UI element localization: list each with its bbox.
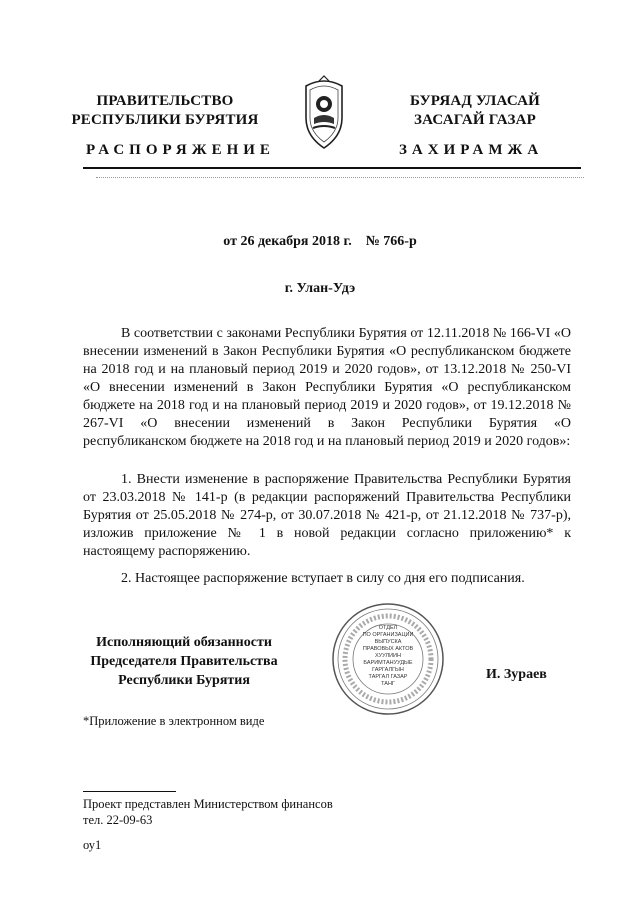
item-2-paragraph: 2. Настоящее распоряжение вступает в силу со дня его подписания. <box>121 571 525 586</box>
position-line3: Республики Бурятия <box>118 673 250 688</box>
footer-rule <box>83 791 176 792</box>
stamp-text <box>358 625 418 688</box>
stamp-line: ТАНГ <box>381 681 395 687</box>
right-org-name <box>380 92 570 130</box>
city: г. Улан-Удэ <box>284 281 356 296</box>
official-stamp <box>330 601 446 717</box>
prepared-by: Проект представлен Министерством финансов <box>83 797 333 811</box>
signatory-name: И. Зураев <box>486 667 547 682</box>
stamp-line: ГАРГАЛГЫН <box>372 667 404 673</box>
coat-of-arms-emblem <box>296 74 352 154</box>
stamp-line: БАРИМТАНУУДЫЕ <box>363 660 413 666</box>
right-doc-type: ЗАХИРАМЖА <box>399 142 544 158</box>
position-line1: Исполняющий обязанности <box>96 635 272 650</box>
stamp-line: ХУУЛИИН <box>375 653 401 659</box>
signatory-position <box>84 633 284 690</box>
stamp-line: ВЫПУСКА <box>374 639 402 645</box>
stamp-line: ПО ОРГАНИЗАЦИИ <box>362 632 414 638</box>
document-code: оу1 <box>83 838 102 852</box>
left-org-line2: РЕСПУБЛИКИ БУРЯТИЯ <box>71 112 259 128</box>
item-1-paragraph: 1. Внести изменение в распоряжение Правительства Республики Бурятия от 23.03.2018 № 141-р (в редакции распоряжений Правительства Республики Бурятия от 25.05.2018 № 274-р, от 30.07.2018 № 421-р, от 21.12.2018 № 737-р), изложив приложение № 1 в новой редакции согласно приложению* к настоящему распоряжению. <box>83 472 571 559</box>
right-org-line2: ЗАСАГАЙ ГАЗАР <box>414 112 536 128</box>
contact-phone: тел. 22-09-63 <box>83 813 153 827</box>
header-dotted-line <box>96 177 584 178</box>
appendix-footnote: *Приложение в электронном виде <box>83 714 265 728</box>
right-org-line1: БУРЯАД УЛАСАЙ <box>409 93 541 109</box>
date-number <box>0 234 640 250</box>
header-divider <box>83 167 581 169</box>
stamp-line: ТАРГАЛ ГАЗАР <box>368 674 408 680</box>
left-org-name <box>70 92 260 130</box>
left-org-line1: ПРАВИТЕЛЬСТВО <box>96 93 234 109</box>
position-line2: Председателя Правительства <box>90 654 278 669</box>
stamp-line: ПРАВОВЫХ АКТОВ <box>362 646 414 652</box>
date-number-text: от 26 декабря 2018 г. № 766-р <box>223 234 417 249</box>
stamp-line: ОТДЕЛ <box>378 625 398 631</box>
intro-paragraph: В соответствии с законами Республики Бурятия от 12.11.2018 № 166-VI «О внесении изменений в Закон Республики Бурятия «О республиканском бюджете на 2018 год и на плановый период 2019 и 2020 годов», от 13.12.2018 № 250-VI «О внесении изменений в Закон Республики Бурятия «О республиканском бюджете на 2018 год и на плановый период 2019 и 2020 годов», от 19.12.2018 № 267-VI «О внесении изменений в Закон Республики Бурятия «О республиканском бюджете на 2018 год и на плановый период 2019 и 2020 годов»: <box>83 326 571 449</box>
left-doc-type: РАСПОРЯЖЕНИЕ <box>86 142 275 158</box>
